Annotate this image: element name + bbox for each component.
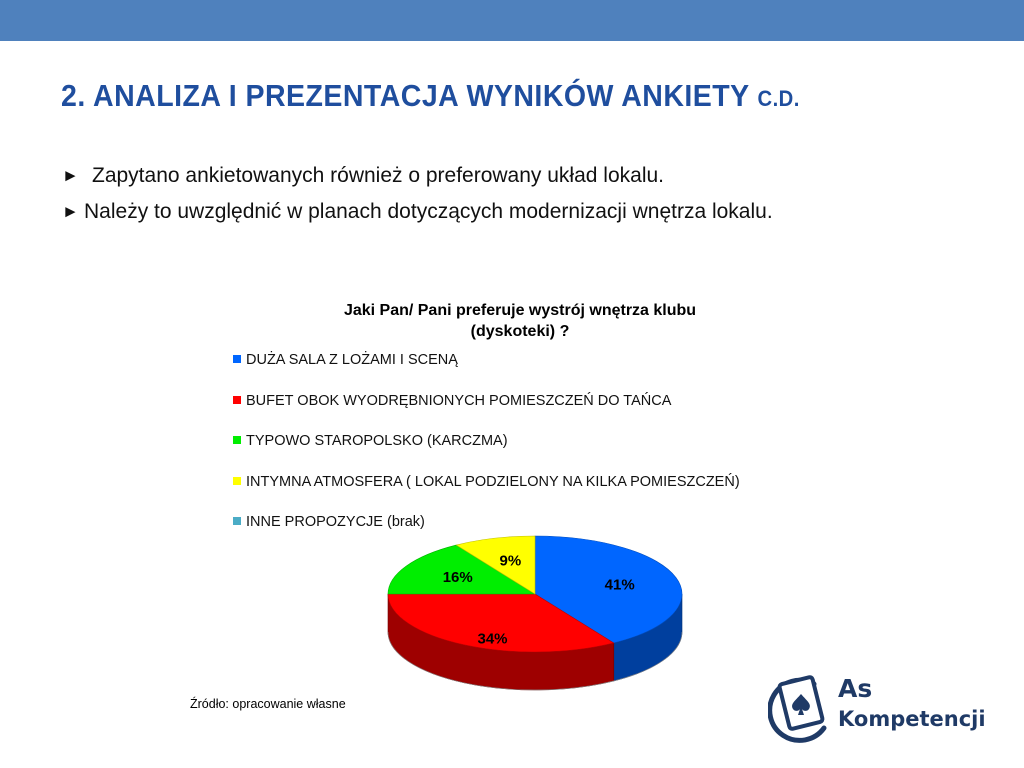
legend-item [233,433,740,474]
legend-item [233,474,740,515]
source-note: Źródło: opracowanie własne [190,697,346,711]
bullet-item [62,160,942,192]
spade-in-card-icon [770,677,824,741]
legend-swatch [233,517,241,525]
bullet-list [62,160,942,232]
legend-label: INTYMNA ATMOSFERA ( LOKAL PODZIELONY NA KILKA POMIESZCZEŃ) [246,473,740,490]
bullet-arrow-icon: ► [62,202,79,221]
legend-label: TYPOWO STAROPOLSKO (KARCZMA) [246,433,508,449]
pie-top-group [388,536,682,652]
legend-label: INNE PROPOZYCJE (brak) [246,514,425,530]
pie-data-label-1: 34% [477,630,508,648]
legend-swatch [233,436,241,444]
chart-title [290,300,750,342]
chart-legend [233,352,740,555]
slide-title-suffix: C.D. [757,86,800,111]
bullet-arrow-icon: ► [62,166,79,185]
slide-title [61,78,800,114]
logo-line-1: As [838,674,873,703]
bullet-item [62,196,942,228]
top-accent-bar [0,0,1024,41]
chart-title-line: Jaki Pan/ Pani preferuje wystrój wnętrza klubu [343,302,697,319]
logo-line-2: Kompetencji [838,707,986,731]
legend-swatch [233,477,241,485]
pie-data-label-3: 9% [499,552,522,570]
legend-swatch [233,355,241,363]
slide-title-main: 2. ANALIZA I PREZENTACJA WYNIKÓW ANKIETY [61,78,758,113]
legend-swatch [233,396,241,404]
pie-data-label-0: 41% [604,576,635,594]
chart-title-line: (dyskoteki) ? [470,323,570,340]
pie-chart [380,530,690,710]
pie-data-label-2: 16% [442,569,473,587]
bullet-text: Zapytano ankietowanych również o preferowany układ lokalu. [92,164,664,187]
legend-label: BUFET OBOK WYODRĘBNIONYCH POMIESZCZEŃ DO TAŃCA [246,392,672,409]
logo-text [838,674,986,734]
legend-label: DUŻA SALA Z LOŻAMI I SCENĄ [246,352,458,368]
legend-item [233,352,740,393]
legend-item [233,393,740,434]
bullet-text: Należy to uwzględnić w planach dotyczących modernizacji wnętrza lokalu. [84,200,773,223]
